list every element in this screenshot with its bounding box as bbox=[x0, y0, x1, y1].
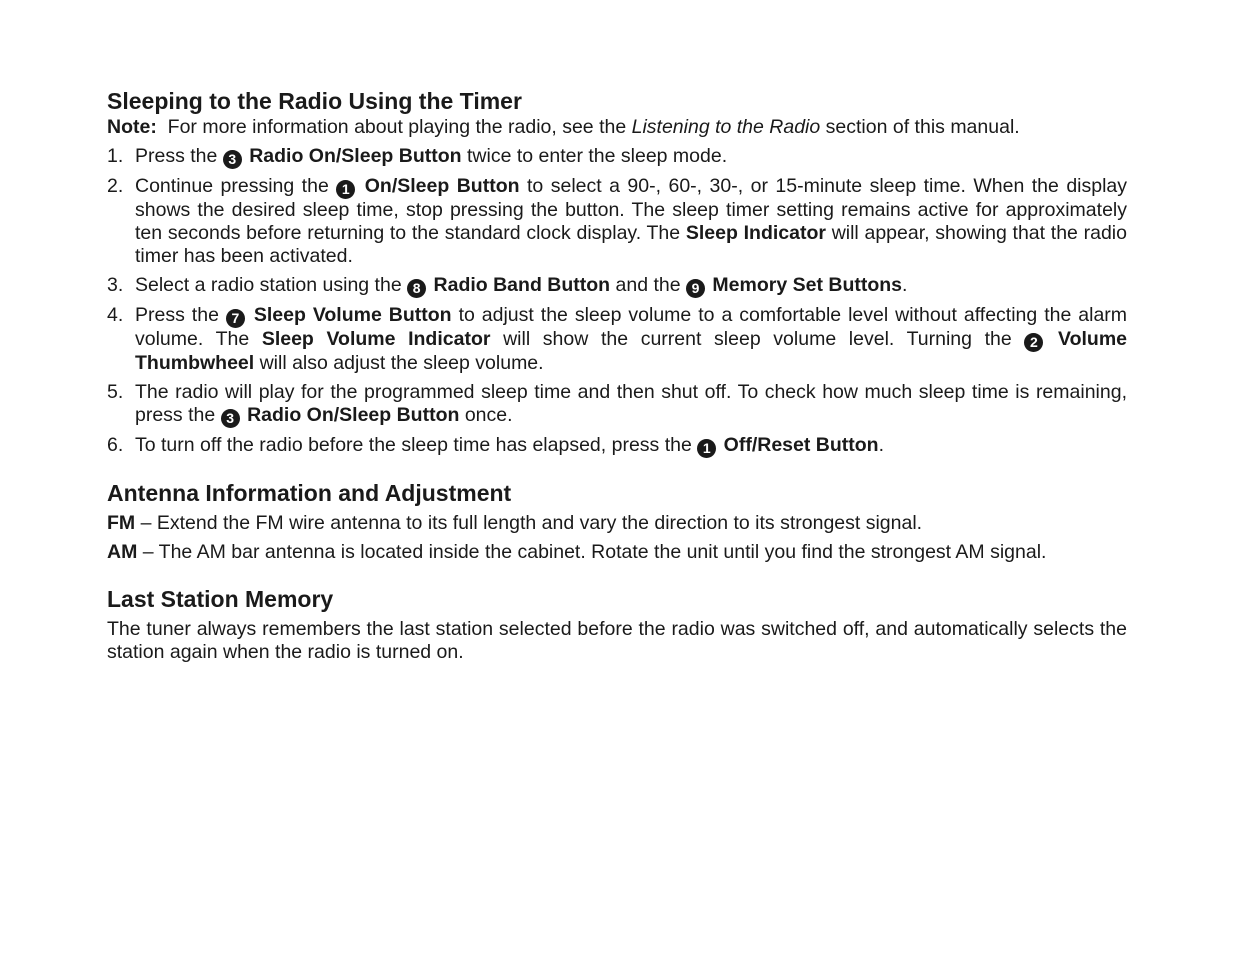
control-number-badge: 1 bbox=[336, 180, 355, 199]
note-paragraph: Note: For more information about playing the radio, see the Listening to the Radio section of this manual. bbox=[107, 116, 1020, 138]
last-station-memory-body: The tuner always remembers the last station selected before the radio was switched off, and automatically selects the station again when the radio is turned on. bbox=[107, 618, 1127, 663]
sleep-steps-list bbox=[107, 145, 1127, 458]
step-text: To turn off the radio before the sleep time has elapsed, press the 1 Off/Reset Button. bbox=[135, 434, 884, 456]
list-item bbox=[107, 274, 1127, 298]
control-number-badge: 9 bbox=[686, 279, 705, 298]
sleep-timer-heading: Sleeping to the Radio Using the Timer bbox=[107, 88, 522, 114]
list-item bbox=[107, 381, 1127, 428]
antenna-section bbox=[107, 478, 1127, 564]
fm-label: FM bbox=[107, 512, 136, 534]
sleep-timer-section bbox=[107, 86, 1127, 458]
step-number: 3. bbox=[107, 274, 124, 296]
step-number: 5. bbox=[107, 381, 124, 403]
control-number-badge: 7 bbox=[226, 309, 245, 328]
step-text: Press the 7 Sleep Volume Button to adjust the sleep volume to a comfortable level without affecting the alarm volume. The Sleep Volume Indicator will show the current sleep volume level. Turning the 2 Volume Thumbwheel will also adjust the sleep volume. bbox=[135, 304, 1128, 374]
note-label: Note: bbox=[107, 116, 157, 138]
note-reference: Listening to the Radio bbox=[631, 116, 821, 138]
control-number-badge: 3 bbox=[223, 150, 242, 169]
fm-paragraph: FM – Extend the FM wire antenna to its full length and vary the direction to its strongest signal. bbox=[107, 512, 923, 534]
control-number-badge: 3 bbox=[221, 409, 240, 428]
step-number: 2. bbox=[107, 175, 124, 197]
step-text: Press the 3 Radio On/Sleep Button twice to enter the sleep mode. bbox=[135, 145, 728, 167]
control-number-badge: 2 bbox=[1024, 333, 1043, 352]
step-text: Select a radio station using the 8 Radio Band Button and the 9 Memory Set Buttons. bbox=[135, 274, 908, 296]
control-number-badge: 8 bbox=[407, 279, 426, 298]
last-station-memory-section bbox=[107, 584, 1127, 664]
step-number: 6. bbox=[107, 434, 124, 456]
last-station-memory-heading: Last Station Memory bbox=[107, 586, 334, 612]
control-number-badge: 1 bbox=[697, 439, 716, 458]
list-item bbox=[107, 304, 1127, 375]
list-item bbox=[107, 434, 1127, 458]
list-item bbox=[107, 175, 1127, 268]
list-item bbox=[107, 145, 1127, 169]
step-number: 1. bbox=[107, 145, 124, 167]
am-label: AM bbox=[107, 541, 138, 563]
step-text: Continue pressing the 1 On/Sleep Button to select a 90-, 60-, 30-, or 15-minute sleep time. When the display shows the desired sleep time, stop pressing the button. The sleep timer setting remains active for approximately ten seconds before returning to the standard clock display. The Sleep Indicator will appear, showing that the radio timer has been activated. bbox=[135, 175, 1128, 267]
manual-page bbox=[107, 86, 1127, 664]
step-number: 4. bbox=[107, 304, 124, 326]
am-paragraph: AM – The AM bar antenna is located inside the cabinet. Rotate the unit until you find the strongest AM signal. bbox=[107, 541, 1047, 563]
antenna-heading: Antenna Information and Adjustment bbox=[107, 480, 512, 506]
step-text: The radio will play for the programmed sleep time and then shut off. To check how much sleep time is remaining, press the 3 Radio On/Sleep Button once. bbox=[135, 381, 1127, 426]
